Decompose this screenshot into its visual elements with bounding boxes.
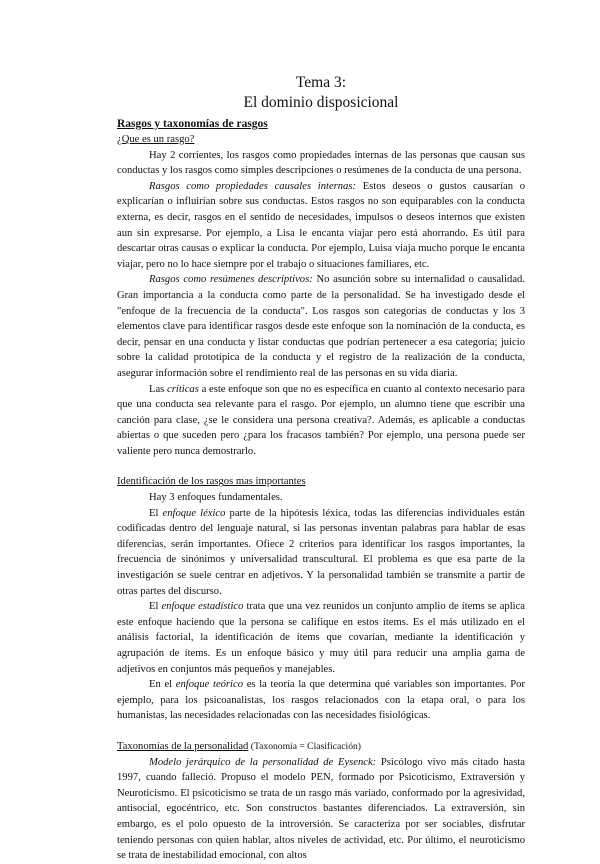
subheading-que-es-un-rasgo: ¿Que es un rasgo? <box>117 134 195 145</box>
text-criticas-a: Las <box>149 383 168 395</box>
text-estadistico-a: El <box>149 601 162 613</box>
document-body <box>117 73 525 864</box>
term-modelo-eysenck: Modelo jerárquico de la personalidad de Eysenck: <box>149 756 377 768</box>
term-enfoque-estadistico: enfoque estadístico <box>161 601 244 613</box>
text-teorico-b: es la teoría la que determina qué variables son importantes. Por ejemplo, para los psicoanalistas, los rasgos relacionados con la etapa oral, o para los humanistas, las necesidades relacionadas con las necesidades fisiológicas. <box>117 679 525 722</box>
text-resumenes-descriptivos: No asunción sobre su internalidad o causalidad. Gran importancia a la conducta como parte de la personalidad. Se ha investigado desde el "enfoque de la frecuencia de la conducta". Los rasgos son categorías de conductas y los 3 elementos clave para identificar rasgos desde este enfoque son la nominación de la conducta, es decir, pensar en una conducta y listar conductas que podrían pertenecer a esa categoría; juicio sobre la calidad prototípica de la conducta y el registro de la realización de la conducta, asegurar información sobre el rendimiento real de las personas en su vida diaria. <box>117 274 526 379</box>
term-criticas: críticas <box>167 383 199 395</box>
spacer <box>117 724 525 739</box>
section-heading-taxonomias: Taxonomías de la personalidad <box>117 740 249 752</box>
paragraph-criticas <box>117 382 525 460</box>
paragraph-eysenck <box>117 755 525 864</box>
text-criticas-b: a este enfoque son que no es específica en cuanto al contexto necesario para que una conducta sea relevante para el rasgo. Por ejemplo, un alumno tiene que escribir una canción para clase, ¿se le considera una persona creativa?. Además, es aplicable a conductas abiertas o que suceden pero ¿para los fracasos también? Por ejemplo, una persona puede ser valiente pero nunca demostrarlo. <box>117 383 525 457</box>
paragraph-enfoques: Hay 3 enfoques fundamentales. <box>149 492 283 504</box>
paragraph-enfoque-teorico <box>117 677 525 724</box>
term-resumenes-descriptivos: Rasgos como resúmenes descriptivos: <box>149 274 313 286</box>
paragraph-propiedades-causales <box>117 179 525 273</box>
title-line-2: El dominio disposicional <box>243 94 399 111</box>
section-heading-taxonomias-row <box>117 739 525 755</box>
spacer <box>117 459 525 474</box>
term-enfoque-teorico: enfoque teórico <box>175 679 244 691</box>
section-heading-rasgos: Rasgos y taxonomías de rasgos <box>117 118 268 130</box>
text-eysenck: Psicólogo vivo más citado hasta 1997, cuando falleció. Propuso el modelo PEN, formado por Psicoticismo, Extraversión y Neuroticismo. El psicoticismo se trata de un rasgo más variado, conformado por la agresividad, antisocial, egocéntrico, etc. Son constructos bastantes diferenciados. La extraversión, sin embargo, es el polo opuesto de la introversión. Se caracteriza por ser sociables, disfrutar teniendo personas con quien hablar, altos niveles de actividad, etc. Por último, el neuroticismo se trata de inestabilidad emocional, con altos <box>117 756 525 862</box>
text-teorico-a: En el <box>149 679 176 691</box>
paragraph-enfoque-lexico <box>117 506 525 600</box>
text-lexico-b: parte de la hipótesis léxica, todas las diferencias individuales están codificadas dentro del lenguaje natural, si las personas inventan palabras para hablar de esas diferencias, serán importantes. Ofiece 2 criterios para identificar los rasgos importantes, la frecuencia de sinónimos y universalidad transcultural. El problema es que esa parte de la investigación se suele centrar en adjetivos. Y la personalidad también se transmite a partir de otras partes del discurso. <box>117 507 525 597</box>
text-lexico-a: El <box>149 507 163 519</box>
section-heading-identificacion: Identificación de los rasgos mas importantes <box>117 476 306 488</box>
title-line-1: Tema 3: <box>295 74 347 91</box>
paragraph-resumenes-descriptivos <box>117 272 525 381</box>
text-propiedades-causales: Estos deseos o gustos causarían o explicarían o influirían sobre sus conductas. Estos rasgos no son equiparables con la conducta externa, es decir, rasgos en el sentido de necesidades, impulsos o deseos internos que existen aun sin expresarse. Por ejemplo, a Lisa le encanta viajar pero está ahorrando. Es útil para descartar otras causas o explicar la conducta. Por ejemplo, Luisa viaja mucho porque le encanta viajar, pero no lo hace siempre por el trabajo o situaciones familiares, etc. <box>117 180 525 270</box>
text-estadistico-b: trata que una vez reunidos un conjunto amplio de ítems se aplica este enfoque haciendo que la persona se califique en estos ítems. Es el más utilizado en el análisis factorial, la identificación de ítems que covarían, mediante la identificación y agrupación de ítems. Es un enfoque básico y muy útil para reducir una amplia gama de adjetivos en conjuntos más pequeños y manejables. <box>117 601 525 675</box>
paragraph-corrientes: Hay 2 corrientes, los rasgos como propiedades internas de las personas que causan sus conductas y los rasgos como simples descripciones o resúmenes de la conducta de una persona. <box>117 149 525 177</box>
term-enfoque-lexico: enfoque léxico <box>162 507 226 519</box>
taxonomia-note: (Taxonomía = Clasificación) <box>248 740 361 752</box>
paragraph-enfoque-estadistico <box>117 599 525 677</box>
term-propiedades-causales: Rasgos como propiedades causales internas: <box>149 180 357 192</box>
